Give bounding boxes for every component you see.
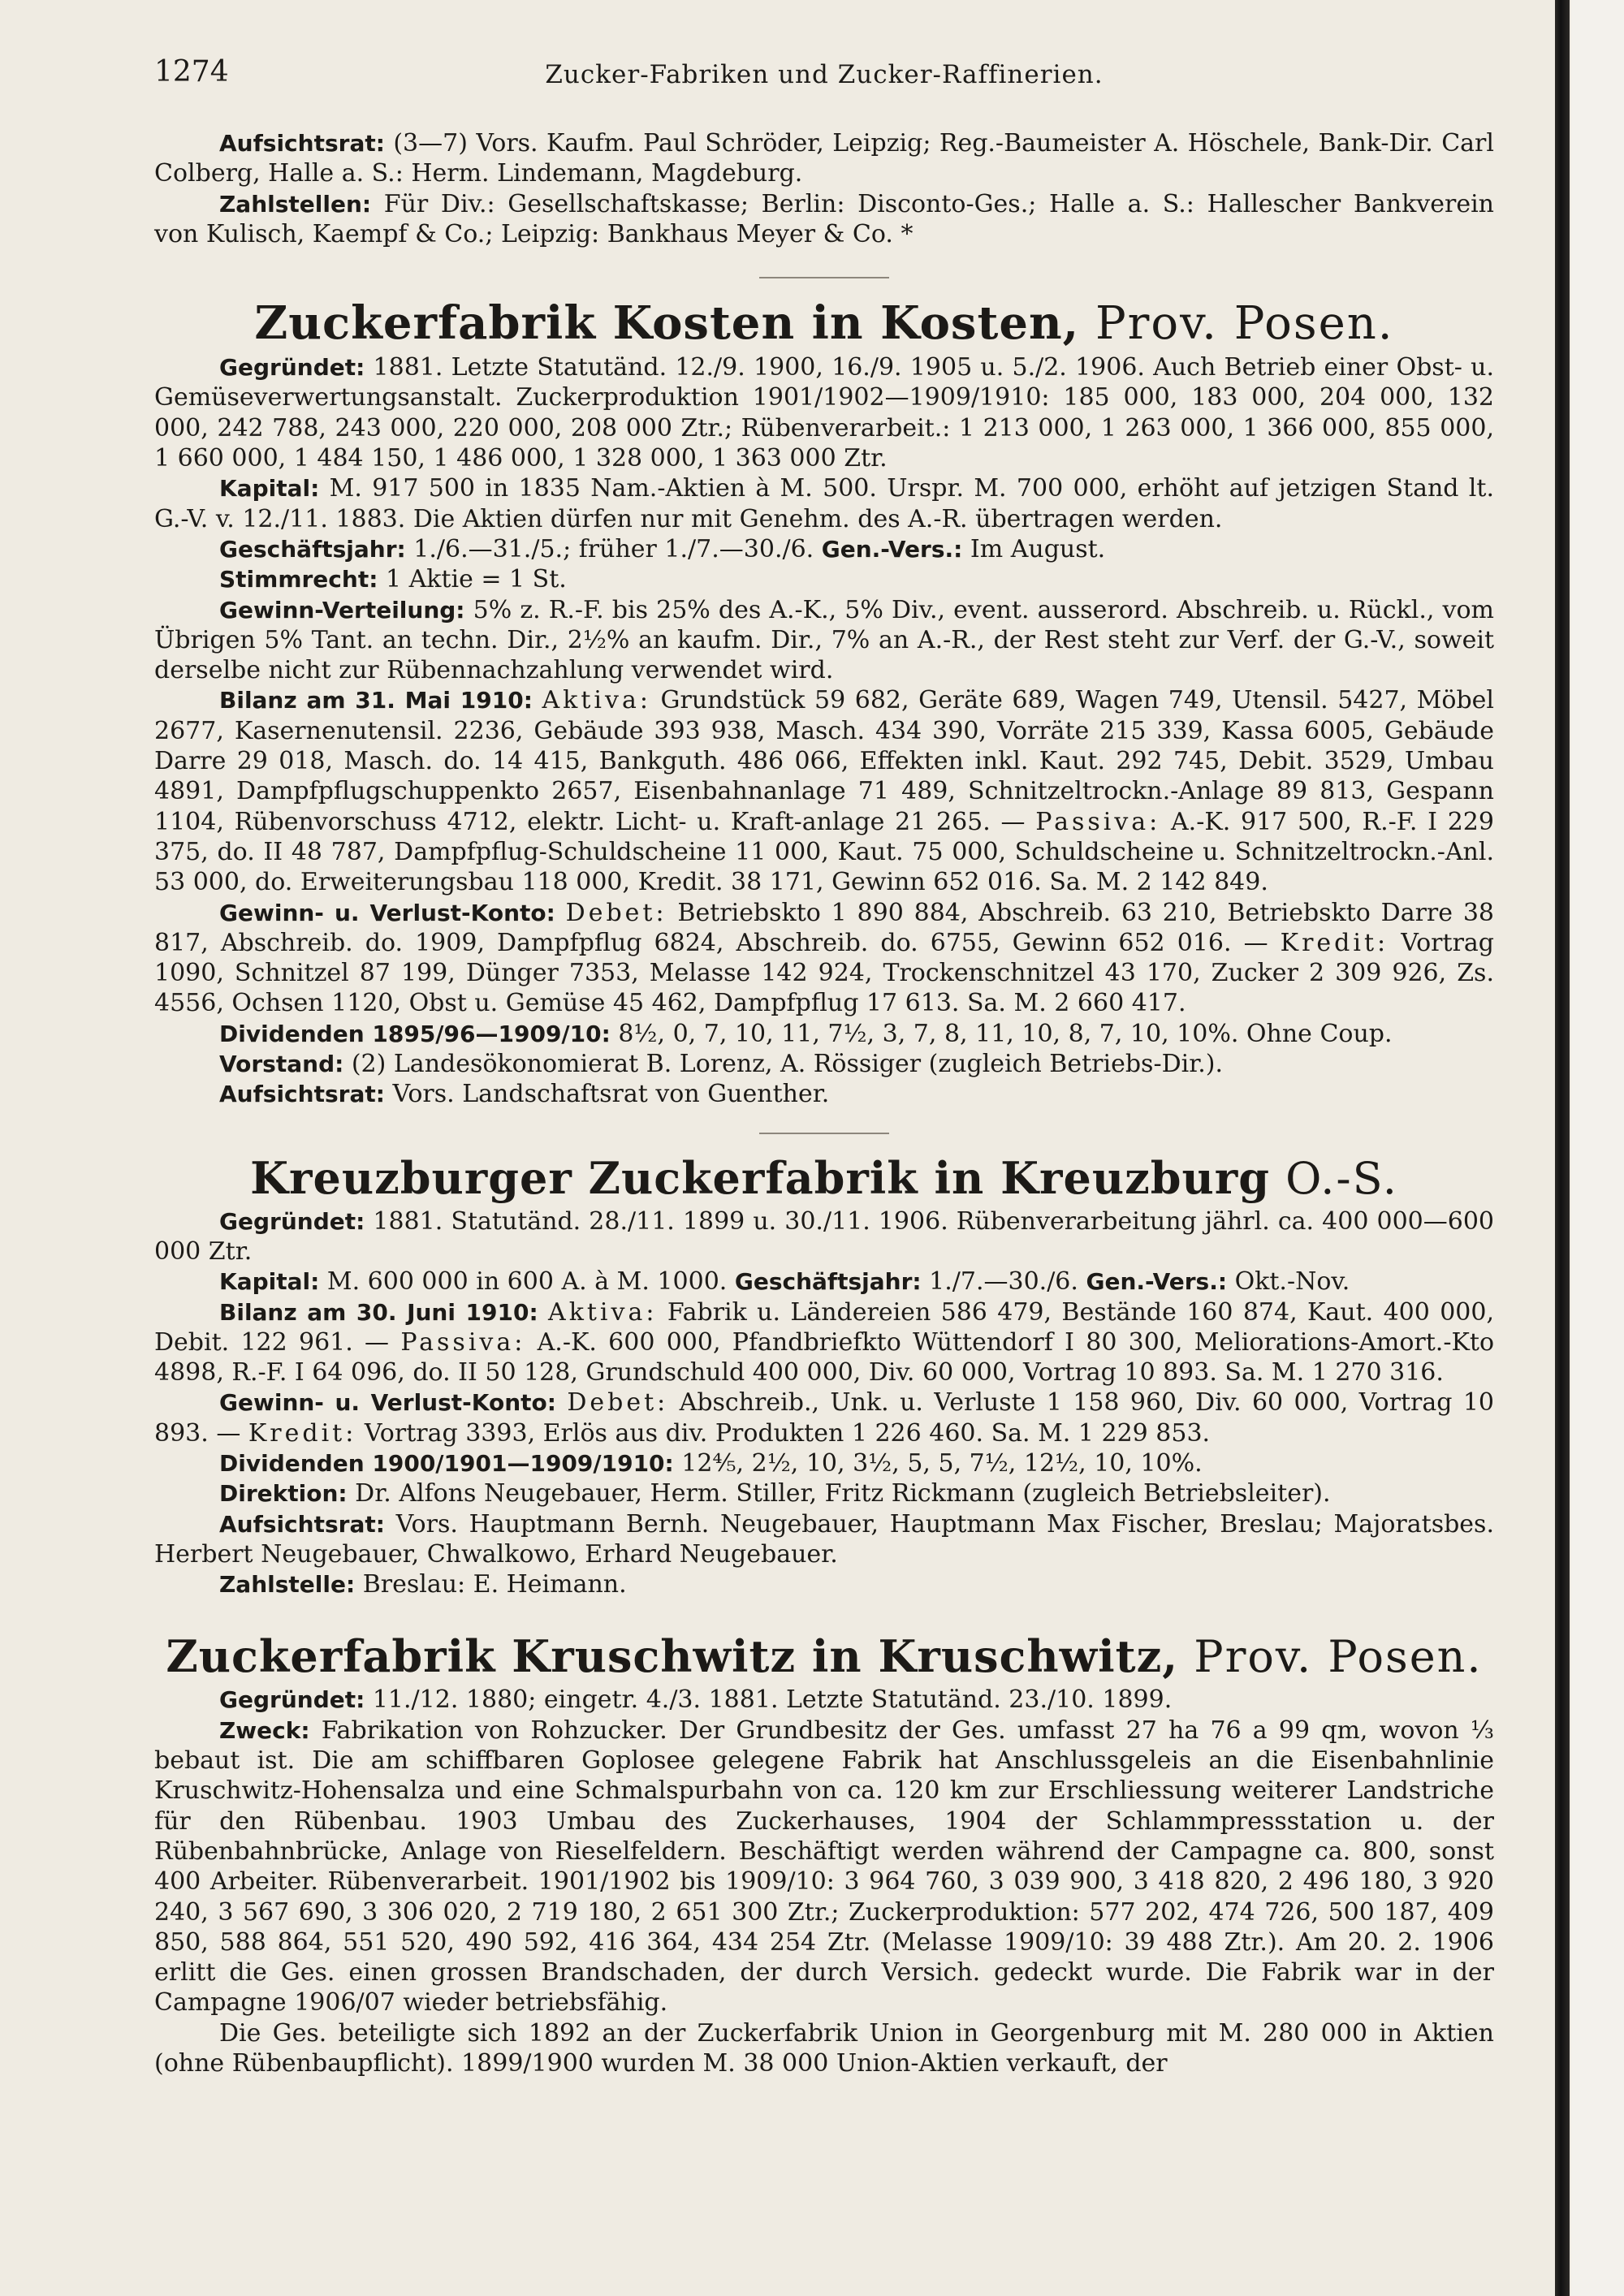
text-dividenden: 12⅘, 2½, 10, 3½, 5, 5, 7½, 12½, 10, 10%.: [673, 1448, 1203, 1478]
text-aufsichtsrat: Vors. Landschaftsrat von Guenther.: [384, 1080, 830, 1109]
zahlstellen-paragraph: [154, 189, 1494, 250]
text-gen-vers: Okt.-Nov.: [1227, 1267, 1350, 1297]
text-geschaeftsjahr: 1./6.—31./5.; früher 1./7.—30./6.: [405, 534, 822, 563]
gewinn-verteilung-paragraph: [154, 595, 1494, 686]
label-kapital: Kapital:: [219, 1268, 320, 1296]
text-zahlstellen: Für Div.: Gesellschaftskasse; Berlin: Disconto-Ges.; Halle a. S.: Hallescher Bankverein von Kulisch, Kaempf & Co.; Leipzig: Bankhaus Meyer & Co. *: [154, 189, 1494, 248]
word-debet: Debet:: [567, 1388, 669, 1418]
dividenden-paragraph: [154, 1448, 1494, 1478]
label-bilanz: Bilanz am 30. Juni 1910:: [219, 1298, 538, 1326]
stimmrecht-paragraph: [154, 564, 1494, 594]
label-kapital: Kapital:: [219, 475, 320, 503]
label-zahlstellen: Zahlstellen:: [219, 190, 372, 218]
entry-title-location: O.-S.: [1269, 1152, 1398, 1204]
label-gegruendet: Gegründet:: [219, 1686, 365, 1714]
text-kapital: M. 600 000 in 600 A. à M. 1000.: [319, 1267, 735, 1297]
label-bilanz: Bilanz am 31. Mai 1910:: [219, 687, 533, 714]
entry-title-main: Zuckerfabrik Kruschwitz in Kruschwitz,: [166, 1630, 1179, 1683]
text-passiva: A.-K. 917 500, R.-F. I 229 375, do. II 48 787, Dampfpflug-Schuldscheine 11 000, Kaut. 75 000, Schuldscheine u. Schnitzeltrockn.-Anl. 53 000, do. Erweiterungsbau 118 000, Kredit. 38 171, Gewinn 652 016. Sa. M. 2 142 849.: [154, 807, 1494, 897]
text-gen-vers: Im August.: [962, 534, 1106, 563]
entry-kreuzburger-zuckerfabrik: [154, 1150, 1494, 1600]
label-gen-vers: Gen.-Vers.:: [821, 535, 963, 563]
label-stimmrecht: Stimmrecht:: [219, 566, 378, 593]
text-zweck: Fabrikation von Rohzucker. Der Grundbesitz der Ges. umfasst 27 ha 76 a 99 qm, wovon ⅓ bebaut ist. Die am schiffbaren Goplosee gelegene Fabrik hat Anschlussgeleis an die Eisenbahnlinie Kruschwitz-Hohensalza und eine Schmalspurbahn von ca. 120 km zur Erschliessung weiterer Landstriche für den Rübenbau. 1903 Umbau des Zuckerhauses, 1904 der Schlammpressstation u. der Rübenbahnbrücke, Anlage von Rieselfeldern. Beschäftigt werden während der Campagne ca. 800, sonst 400 Arbeiter. Rübenverarbeit. 1901/1902 bis 1909/10: 3 964 760, 3 039 900, 3 418 820, 2 496 180, 3 920 240, 3 567 690, 3 306 020, 2 719 180, 2 651 300 Ztr.; Zuckerproduktion: 577 202, 474 726, 500 187, 409 850, 588 864, 551 520, 490 592, 416 364, 434 254 Ztr. (Melasse 1909/10: 39 488 Ztr.). Am 20. 2. 1906 erlitt die Ges. einen grossen Brandschaden, der durch Versich. gedeckt wurde. Die Fabrik war in der Campagne 1906/07 wieder betriebsfähig.: [154, 1716, 1494, 2018]
label-gegruendet: Gegründet:: [219, 1207, 365, 1235]
label-gewinn-verteilung: Gewinn-Verteilung:: [219, 596, 465, 624]
text-stimmrecht: 1 Aktie = 1 St.: [378, 565, 567, 594]
text-aktiva: Fabrik u. Ländereien 586 479, Bestände 160 874, Kaut. 400 000, Debit. 122 961. —: [154, 1297, 1494, 1357]
entry-title: [154, 1150, 1494, 1206]
text-direktion: Dr. Alfons Neugebauer, Herm. Stiller, Fritz Rickmann (zugleich Betriebsleiter).: [347, 1479, 1331, 1508]
zweck-paragraph: [154, 1716, 1494, 2018]
label-aufsichtsrat: Aufsichtsrat:: [219, 1510, 385, 1538]
running-head-title: Zucker-Fabriken und Zucker-Raffinerien.: [545, 60, 1104, 89]
label-vorstand: Vorstand:: [219, 1051, 344, 1078]
text-zahlstelle: Breslau: E. Heimann.: [355, 1570, 627, 1599]
text-dividenden: 8½, 0, 7, 10, 11, 7½, 3, 7, 8, 11, 10, 8, 7, 10, 10%. Ohne Coup.: [610, 1019, 1393, 1048]
word-debet: Debet:: [565, 898, 667, 927]
adjacent-page-edge: [1571, 0, 1624, 2296]
word-passiva: Passiva:: [400, 1327, 526, 1357]
label-gegruendet: Gegründet:: [219, 354, 365, 382]
text-kredit: Vortrag 3393, Erlös aus div. Produkten 1 226 460. Sa. M. 1 229 853.: [356, 1418, 1211, 1448]
page-content: [154, 49, 1494, 2078]
gegruendet-paragraph: [154, 1685, 1494, 1715]
word-passiva: Passiva:: [1035, 807, 1161, 836]
aufsichtsrat-paragraph: [154, 1079, 1494, 1109]
label-dividenden: Dividenden 1895/96—1909/10:: [219, 1020, 611, 1047]
text-aktiva: Grundstück 59 682, Geräte 689, Wagen 749, Utensil. 5427, Möbel 2677, Kasernenutensil. 2236, Gebäude 393 938, Masch. 434 390, Vorräte 215 339, Kassa 6005, Gebäude Darre 29 018, Masch. do. 14 415, Bankguth. 486 066, Effekten inkl. Kaut. 292 745, Debit. 3529, Umbau 4891, Dampfpflugschuppenkto 2657, Eisenbahnanlage 71 489, Schnitzeltrockn.-Anlage 89 813, Gespann 1104, Rübenvorschuss 4712, elektr. Licht- u. Kraft-anlage 21 265. —: [154, 686, 1494, 836]
bilanz-paragraph: [154, 1297, 1494, 1388]
entry-title: [154, 1629, 1494, 1685]
section-divider: [759, 277, 889, 278]
label-dividenden: Dividenden 1900/1901—1909/1910:: [219, 1449, 674, 1477]
label-geschaeftsjahr: Geschäftsjahr:: [734, 1268, 922, 1296]
entry-zuckerfabrik-kosten: [154, 295, 1494, 1109]
dividenden-paragraph: [154, 1019, 1494, 1049]
label-guv: Gewinn- u. Verlust-Konto:: [219, 899, 555, 926]
text-aufsichtsrat: Vors. Hauptmann Bernh. Neugebauer, Hauptmann Max Fischer, Breslau; Majoratsbes. Herbert Neugebauer, Chwalkowo, Erhard Neugebauer.: [154, 1509, 1494, 1569]
label-aufsichtsrat: Aufsichtsrat:: [219, 130, 385, 157]
word-kredit: Kredit:: [1280, 928, 1389, 957]
entry-previous-continuation: [154, 128, 1494, 249]
text-aufsichtsrat: (3—7) Vors. Kaufm. Paul Schröder, Leipzig; Reg.-Baumeister A. Höschele, Bank-Dir. Carl Colberg, Halle a. S.: Herm. Lindemann, Magdeburg.: [154, 129, 1494, 188]
text-gegruendet: 1881. Letzte Statutänd. 12./9. 1900, 16./9. 1905 u. 5./2. 1906. Auch Betrieb einer Obst- u. Gemüseverwertungsanstalt. Zuckerproduktion 1901/1902—1909/1910: 185 000, 183 000, 204 000, 132 000, 242 788, 243 000, 220 000, 208 000 Ztr.; Rübenverarbeit.: 1 213 000, 1 263 000, 1 366 000, 855 000, 1 660 000, 1 484 150, 1 486 000, 1 328 000, 1 363 000 Ztr.: [154, 353, 1494, 473]
label-zahlstelle: Zahlstelle:: [219, 1571, 356, 1599]
guv-paragraph: [154, 898, 1494, 1019]
text-debet: Betriebskto 1 890 884, Abschreib. 63 210, Betriebskto Darre 38 817, Abschreib. do. 1909, Dampfpflug 6824, Abschreib. do. 6755, Gewinn 652 016. —: [154, 898, 1494, 957]
text-geschaeftsjahr: 1./7.—30./6.: [921, 1267, 1086, 1297]
entry-zuckerfabrik-kruschwitz: [154, 1629, 1494, 2078]
geschaeftsjahr-paragraph: [154, 534, 1494, 564]
gegruendet-paragraph: [154, 1206, 1494, 1267]
entry-title-location: Prov. Posen.: [1178, 1631, 1483, 1683]
page-number: 1274: [154, 55, 229, 88]
vorstand-paragraph: [154, 1049, 1494, 1079]
gegruendet-paragraph: [154, 352, 1494, 473]
label-geschaeftsjahr: Geschäftsjahr:: [219, 535, 406, 563]
bilanz-paragraph: [154, 685, 1494, 897]
text-gegruendet: 1881. Statutänd. 28./11. 1899 u. 30./11. 1906. Rübenverarbeitung jährl. ca. 400 000—600 000 Ztr.: [154, 1206, 1494, 1266]
text-debet: Abschreib., Unk. u. Verluste 1 158 960, Div. 60 000, Vortrag 10 893. —: [154, 1388, 1494, 1448]
beteiligung-paragraph: Die Ges. beteiligte sich 1892 an der Zuckerfabrik Union in Georgenburg mit M. 280 000 in Aktien (ohne Rübenbaupflicht). 1899/1900 wurden M. 38 000 Union-Aktien verkauft, der: [154, 2018, 1494, 2078]
direktion-paragraph: [154, 1478, 1494, 1508]
entry-title-location: Prov. Posen.: [1079, 297, 1394, 351]
label-gen-vers: Gen.-Vers.:: [1086, 1268, 1228, 1296]
guv-paragraph: [154, 1388, 1494, 1448]
aufsichtsrat-paragraph: [154, 128, 1494, 189]
label-aufsichtsrat: Aufsichtsrat:: [219, 1081, 385, 1108]
aufsichtsrat-paragraph: [154, 1509, 1494, 1570]
running-head: [154, 49, 1494, 106]
text-passiva: A.-K. 600 000, Pfandbriefkto Wüttendorf I 80 300, Meliorations-Amort.-Kto 4898, R.-F. I 64 096, do. II 50 128, Grundschuld 400 000, Div. 60 000, Vortrag 10 893. Sa. M. 1 270 316.: [154, 1327, 1495, 1388]
kapital-paragraph: [154, 1267, 1494, 1297]
label-direktion: Direktion:: [219, 1480, 348, 1508]
entry-title: [154, 295, 1494, 352]
page-binding-shadow: [1555, 0, 1570, 2296]
label-zweck: Zweck:: [219, 1716, 310, 1744]
zahlstelle-paragraph: [154, 1569, 1494, 1599]
text-kredit: Vortrag 1090, Schnitzel 87 199, Dünger 7353, Melasse 142 924, Trockenschnitzel 43 170, Zucker 2 309 926, Zs. 4556, Ochsen 1120, Obst u. Gemüse 45 462, Dampfpflug 17 613. Sa. M. 2 660 417.: [154, 928, 1494, 1018]
section-divider: [759, 1133, 889, 1134]
word-aktiva: Aktiva:: [542, 686, 651, 715]
entry-title-main: Zuckerfabrik Kosten in Kosten,: [254, 296, 1080, 351]
kapital-paragraph: [154, 473, 1494, 534]
word-aktiva: Aktiva:: [548, 1297, 658, 1327]
word-kredit: Kredit:: [248, 1418, 357, 1448]
text-gewinn-verteilung: 5% z. R.-F. bis 25% des A.-K., 5% Div., event. ausserord. Abschreib. u. Rückl., vom Übrigen 5% Tant. an techn. Dir., 2½% an kaufm. Dir., 7% an A.-R., der Rest steht zur Verf. der G.-V., soweit derselbe nicht zur Rübennachzahlung verwendet wird.: [154, 595, 1494, 685]
text-vorstand: (2) Landesökonomierat B. Lorenz, A. Rössiger (zugleich Betriebs-Dir.).: [343, 1050, 1224, 1079]
text-kapital: M. 917 500 in 1835 Nam.-Aktien à M. 500. Urspr. M. 700 000, erhöht auf jetzigen Stand lt. G.-V. v. 12./11. 1883. Die Aktien dürfen nur mit Genehm. des A.-R. übertragen werden.: [154, 474, 1494, 533]
entry-title-main: Kreuzburger Zuckerfabrik in Kreuzburg: [250, 1151, 1270, 1204]
label-guv: Gewinn- u. Verlust-Konto:: [219, 1389, 556, 1417]
text-gegruendet: 11./12. 1880; eingetr. 4./3. 1881. Letzte Statutänd. 23./10. 1899.: [365, 1685, 1173, 1715]
